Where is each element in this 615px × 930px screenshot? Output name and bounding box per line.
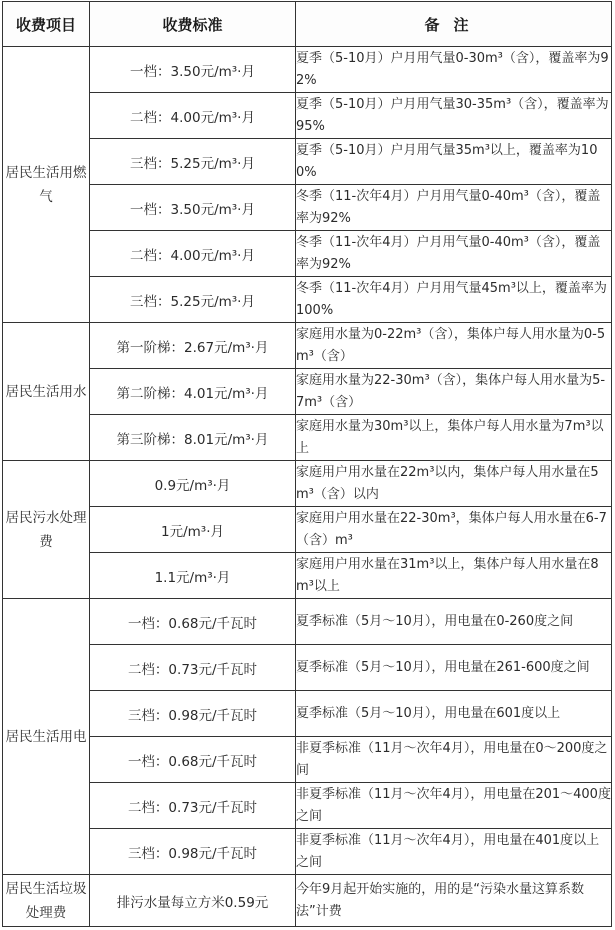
standard-cell: 一档：0.68元/千瓦时 (90, 599, 296, 645)
table-row (3, 553, 612, 599)
standard-cell: 二档：4.00元/m³·月 (90, 93, 296, 139)
table-row (3, 691, 612, 737)
table-row (3, 139, 612, 185)
standard-cell: 第二阶梯：4.01元/m³·月 (90, 369, 296, 415)
fee-table (2, 1, 612, 927)
table-row (3, 93, 612, 139)
table-row (3, 415, 612, 461)
standard-cell: 一档：3.50元/m³·月 (90, 47, 296, 93)
category-water: 居民生活用水 (3, 323, 90, 461)
note-cell: 家庭用户用水量在22-30m³，集体户每人用水量在6-7（含）m³ (296, 507, 612, 553)
table-row (3, 783, 612, 829)
standard-cell: 二档：4.00元/m³·月 (90, 231, 296, 277)
standard-cell: 二档：0.73元/千瓦时 (90, 783, 296, 829)
note-cell: 夏季标准（5月～10月），用电量在261-600度之间 (296, 645, 612, 691)
standard-cell: 排污水量每立方米0.59元 (90, 875, 296, 927)
table-row (3, 369, 612, 415)
category-garbage: 居民生活垃圾处理费 (3, 875, 90, 927)
standard-cell: 第三阶梯：8.01元/m³·月 (90, 415, 296, 461)
note-cell: 非夏季标准（11月～次年4月），用电量在0～200度之间 (296, 737, 612, 783)
table-row (3, 737, 612, 783)
note-cell: 家庭用水量为30m³以上，集体户每人用水量为7m³以上 (296, 415, 612, 461)
note-cell: 今年9月起开始实施的，用的是“污染水量这算系数法”计费 (296, 875, 612, 927)
note-cell: 家庭用户用水量在31m³以上，集体户每人用水量在8m³以上 (296, 553, 612, 599)
note-cell: 家庭用水量为22-30m³（含），集体户每人用水量为5-7m³（含） (296, 369, 612, 415)
note-cell: 夏季标准（5月～10月），用电量在0-260度之间 (296, 599, 612, 645)
table-row (3, 461, 612, 507)
note-cell: 夏季标准（5月～10月），用电量在601度以上 (296, 691, 612, 737)
table-row (3, 599, 612, 645)
standard-cell: 三档：5.25元/m³·月 (90, 277, 296, 323)
table-row (3, 185, 612, 231)
standard-cell: 一档：3.50元/m³·月 (90, 185, 296, 231)
note-cell: 冬季（11-次年4月）户月用气量0-40m³（含），覆盖率为92% (296, 231, 612, 277)
standard-cell: 0.9元/m³·月 (90, 461, 296, 507)
note-cell: 冬季（11-次年4月）户月用气量0-40m³（含），覆盖率为92% (296, 185, 612, 231)
header-remarks: 备注 (296, 2, 612, 47)
note-cell: 非夏季标准（11月～次年4月），用电量在201～400度之间 (296, 783, 612, 829)
note-cell: 家庭用户用水量在22m³以内，集体户每人用水量在5m³（含）以内 (296, 461, 612, 507)
note-cell: 夏季（5-10月）户月用气量35m³以上，覆盖率为100% (296, 139, 612, 185)
standard-cell: 二档：0.73元/千瓦时 (90, 645, 296, 691)
standard-cell: 1元/m³·月 (90, 507, 296, 553)
standard-cell: 三档：0.98元/千瓦时 (90, 829, 296, 875)
category-electricity: 居民生活用电 (3, 599, 90, 875)
note-cell: 家庭用水量为0-22m³（含），集体户每人用水量为0-5m³（含） (296, 323, 612, 369)
note-cell: 夏季（5-10月）户月用气量30-35m³（含），覆盖率为95% (296, 93, 612, 139)
table-header-row (3, 2, 612, 47)
table-row (3, 875, 612, 927)
header-fee-item: 收费项目 (3, 2, 90, 47)
header-fee-standard: 收费标准 (90, 2, 296, 47)
standard-cell: 第一阶梯：2.67元/m³·月 (90, 323, 296, 369)
note-cell: 冬季（11-次年4月）户月用气量45m³以上，覆盖率为100% (296, 277, 612, 323)
table-row (3, 507, 612, 553)
table-row (3, 231, 612, 277)
table-row (3, 645, 612, 691)
standard-cell: 三档：0.98元/千瓦时 (90, 691, 296, 737)
table-row (3, 323, 612, 369)
category-sewage: 居民污水处理费 (3, 461, 90, 599)
category-gas: 居民生活用燃气 (3, 47, 90, 323)
note-cell: 夏季（5-10月）户月用气量0-30m³（含），覆盖率为92% (296, 47, 612, 93)
note-cell: 非夏季标准（11月～次年4月），用电量在401度以上之间 (296, 829, 612, 875)
standard-cell: 1.1元/m³·月 (90, 553, 296, 599)
standard-cell: 一档：0.68元/千瓦时 (90, 737, 296, 783)
table-row (3, 829, 612, 875)
table-row (3, 277, 612, 323)
standard-cell: 三档：5.25元/m³·月 (90, 139, 296, 185)
table-row (3, 47, 612, 93)
